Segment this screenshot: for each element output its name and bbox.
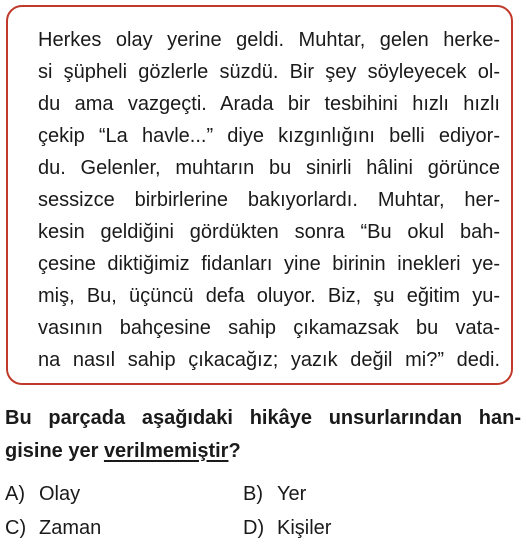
passage-line: du ama vazgeçti. Arada bir tesbihini hızlı hızlı — [38, 93, 500, 115]
passage-line: na nasıl sahip çıkacağız; yazık değil mi?” dedi. — [38, 349, 500, 371]
question-emphasis: verilmemiştir — [103, 440, 229, 462]
passage-line: çekip “La havle...” diye kızgınlığını belli ediyor- — [38, 125, 500, 147]
passage-line: du. Gelenler, muhtarın bu sinirli hâlini görünce — [38, 157, 500, 179]
option-letter: D) — [243, 517, 265, 539]
option-a[interactable] — [5, 479, 80, 509]
passage-line: çesine diktiğimiz fidanları yine birinin inekleri ye- — [38, 253, 500, 275]
option-c[interactable] — [5, 513, 101, 543]
question-line: Bu parçada aşağıdaki hikâye unsurlarından han- — [5, 407, 521, 429]
passage-line: Herkes olay yerine geldi. Muhtar, gelen herke- — [38, 29, 500, 51]
passage-text — [38, 24, 500, 376]
passage-line: kesin geldiğini gördükten sonra “Bu okul bah- — [38, 221, 500, 243]
passage-line: si şüpheli gözlerle süzdü. Bir şey söyleyecek ol- — [38, 61, 500, 83]
option-text: Olay — [39, 483, 81, 505]
option-text: Yer — [277, 483, 307, 505]
option-text: Kişiler — [277, 517, 332, 539]
question-text: gisine yer — [5, 440, 104, 462]
question-line — [5, 435, 521, 468]
option-b[interactable] — [243, 479, 306, 509]
passage-line: miş, Bu, üçüncü defa oluyor. Biz, şu eğitim yu- — [38, 285, 500, 307]
option-letter: C) — [5, 517, 27, 539]
passage-line: vasının bahçesine sahip çıkamazsak bu vata- — [38, 317, 500, 339]
option-d[interactable] — [243, 513, 331, 543]
passage-box — [6, 5, 513, 385]
option-letter: A) — [5, 483, 25, 505]
option-text: Zaman — [39, 517, 102, 539]
question-mark: ? — [228, 440, 241, 462]
passage-line: sessizce birbirlerine bakıyorlardı. Muhtar, her- — [38, 189, 500, 211]
option-letter: B) — [243, 483, 263, 505]
question-stem — [5, 402, 521, 468]
